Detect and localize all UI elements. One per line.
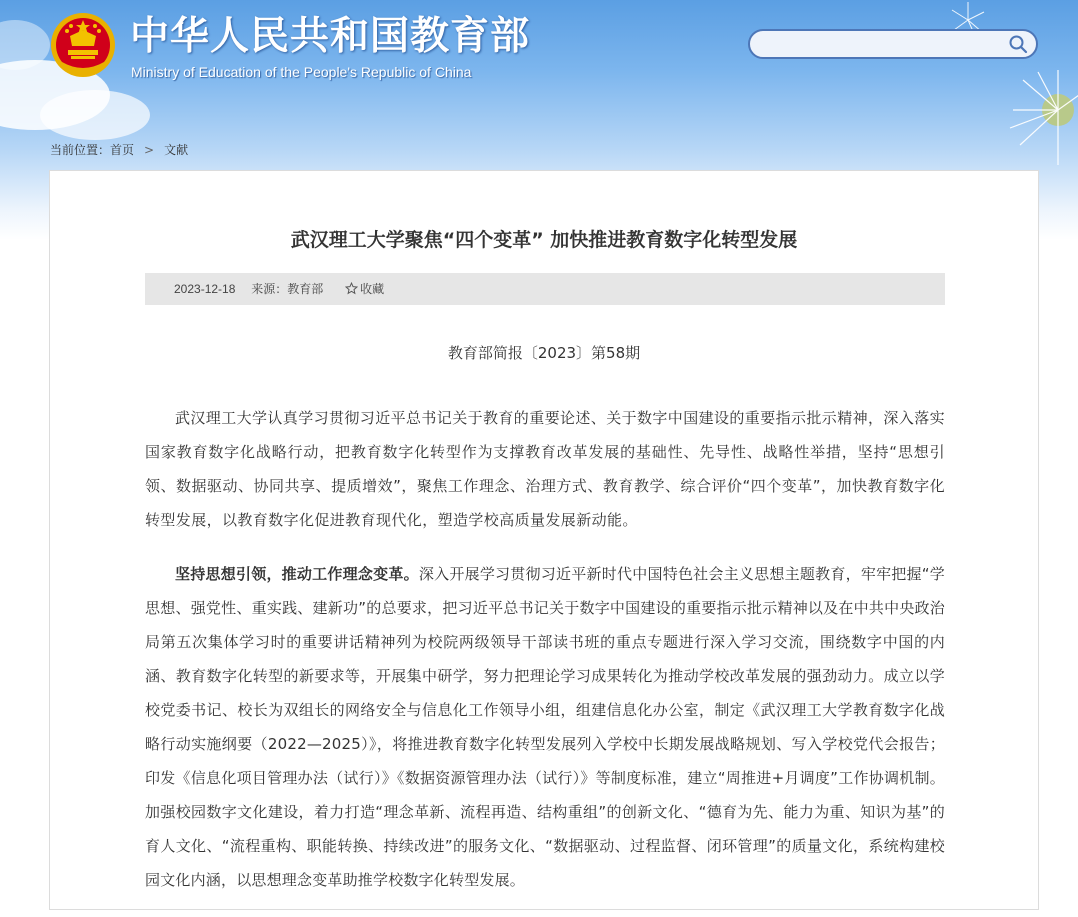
- breadcrumb-separator: >: [144, 143, 155, 157]
- article-body: [145, 401, 945, 917]
- breadcrumb-current[interactable]: 文献: [164, 143, 189, 157]
- paragraph-intro: 武汉理工大学认真学习贯彻习近平总书记关于教育的重要论述、关于数字中国建设的重要指示批示精神，深入落实国家教育数字化战略行动，把教育数字化转型作为支撑教育改革发展的基础性、先导性、战略性举措，坚持“思想引领、数据驱动、协同共享、提质增效”，聚焦工作理念、治理方式、教育教学、综合评价“四个变革”，加快教育数字化转型发展，以教育数字化促进教育现代化，塑造学校高质量发展新动能。: [145, 409, 946, 529]
- paragraph-section: [145, 557, 945, 897]
- breadcrumb-home-link[interactable]: 首页: [110, 143, 135, 157]
- search-icon[interactable]: [1008, 34, 1028, 54]
- article-date: 2023-12-18: [174, 282, 236, 296]
- paragraph-body: 深入开展学习贯彻习近平新时代中国特色社会主义思想主题教育，牢牢把握“学思想、强党性、重实践、建新功”的总要求，把习近平总书记关于数字中国建设的重要指示批示精神以及在中共中央政治局第五次集体学习时的重要讲话精神列为校院两级领导干部读书班的重点专题进行深入学习交流，围绕数字中国的内涵、教育数字化转型的新要求等，开展集中研学，努力把理论学习成果转化为推动学校改革发展的强劲动力。成立以学校党委书记、校长为双组长的网络安全与信息化工作领导小组，组建信息化办公室，制定《武汉理工大学教育数字化战略行动实施纲要（2022—2025）》，将推进教育数字化转型发展列入学校中长期发展战略规划、写入学校党代会报告；印发《信息化项目管理办法（试行）》《数据资源管理办法（试行）》等制度标准，建立“周推进+月调度”工作协调机制。加强校园数字文化建设，着力打造“理念革新、流程再造、结构重组”的创新文化、“德育为先、能力为重、知识为基”的育人文化、“流程重构、职能转换、持续改进”的服务文化、“数据驱动、过程监督、闭环管理”的质量文化，系统构建校园文化内涵，以思想理念变革助推学校数字化转型发展。: [145, 565, 946, 889]
- breadcrumb-label: 当前位置：: [50, 143, 111, 157]
- search-box[interactable]: [748, 29, 1038, 59]
- breadcrumb: [50, 141, 188, 158]
- paragraph-lead: 坚持思想引领，推动工作理念变革。: [175, 565, 419, 583]
- site-subtitle: Ministry of Education of the People's Republic of China: [131, 64, 472, 80]
- article-meta-bar: [145, 273, 945, 305]
- cloud-decoration: [40, 90, 150, 140]
- article-card: [49, 170, 1039, 910]
- national-emblem-icon: [50, 12, 116, 78]
- favorite-label: 收藏: [360, 282, 385, 296]
- article-source: 来源：教育部: [251, 282, 324, 296]
- article-title: 武汉理工大学聚焦“四个变革” 加快推进教育数字化转型发展: [290, 229, 798, 251]
- favorite-button[interactable]: [345, 273, 384, 305]
- site-title: 中华人民共和国教育部: [130, 14, 531, 59]
- search-input[interactable]: [762, 34, 1006, 56]
- issue-number: 教育部简报〔2023〕第58期: [447, 344, 641, 362]
- star-icon: [345, 282, 358, 295]
- dandelion-icon: [998, 70, 1078, 170]
